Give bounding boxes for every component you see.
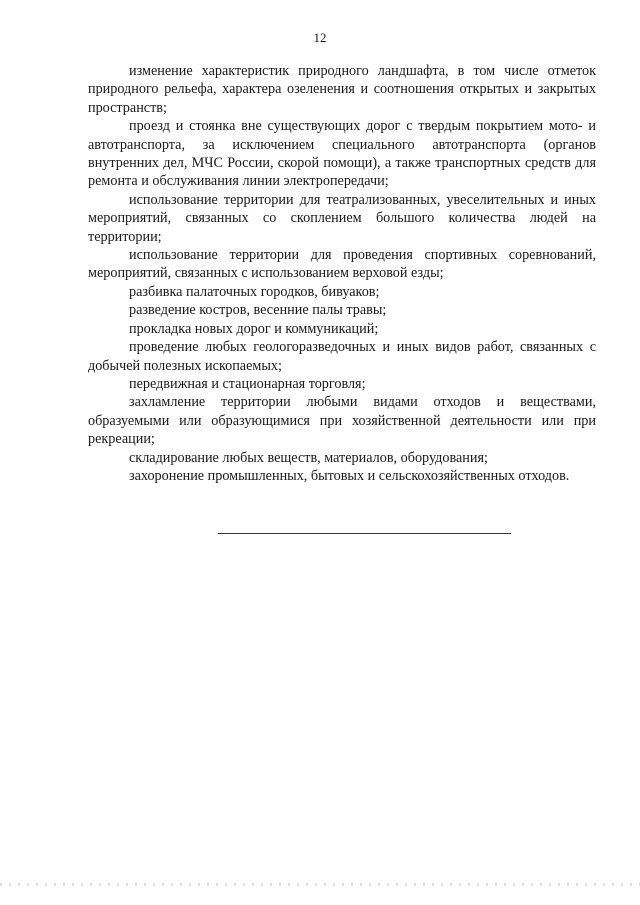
paragraph: использование территории для проведения спортивных соревнований, мероприятий, связанных с использованием верховой езды; [88,247,596,282]
paragraph: изменение характеристик природного ландшафта, в том числе отметок природного рельефа, характера озеленения и соотношения открытых и закрытых пространств; [88,63,596,116]
paragraph: прокладка новых дорог и коммуникаций; [129,320,379,337]
paragraph: захоронение промышленных, бытовых и сельскохозяйственных отходов. [129,467,570,484]
paragraph: разбивка палаточных городков, бивуаков; [129,283,380,300]
page-number: 12 [313,30,327,45]
paragraph: захламление территории любыми видами отходов и веществами, образуемыми или образующимися при хозяйственной деятельности или при рекреации; [88,394,596,448]
scan-artifact-strip [0,883,640,886]
paragraph: складирование любых веществ, материалов, оборудования; [129,449,488,466]
paragraph: использование территории для театрализованных, увеселительных и иных мероприятий, связанных со скоплением большого количества людей на территории; [88,191,596,245]
end-separator-line [218,533,511,534]
paragraph: проведение любых геологоразведочных и иных видов работ, связанных с добычей полезных ископаемых; [88,339,596,374]
paragraph: проезд и стоянка вне существующих дорог с твердым покрытием мото- и автотранспорта, за исключением специального автотранспорта (органов внутренних дел, МЧС России, скорой помощи), а также транспортных средств для ремонта и обслуживания линии электропередачи; [88,118,596,190]
paragraph: разведение костров, весенние палы травы; [129,302,387,319]
paragraph: передвижная и стационарная торговля; [129,375,366,392]
document-body [88,62,596,485]
